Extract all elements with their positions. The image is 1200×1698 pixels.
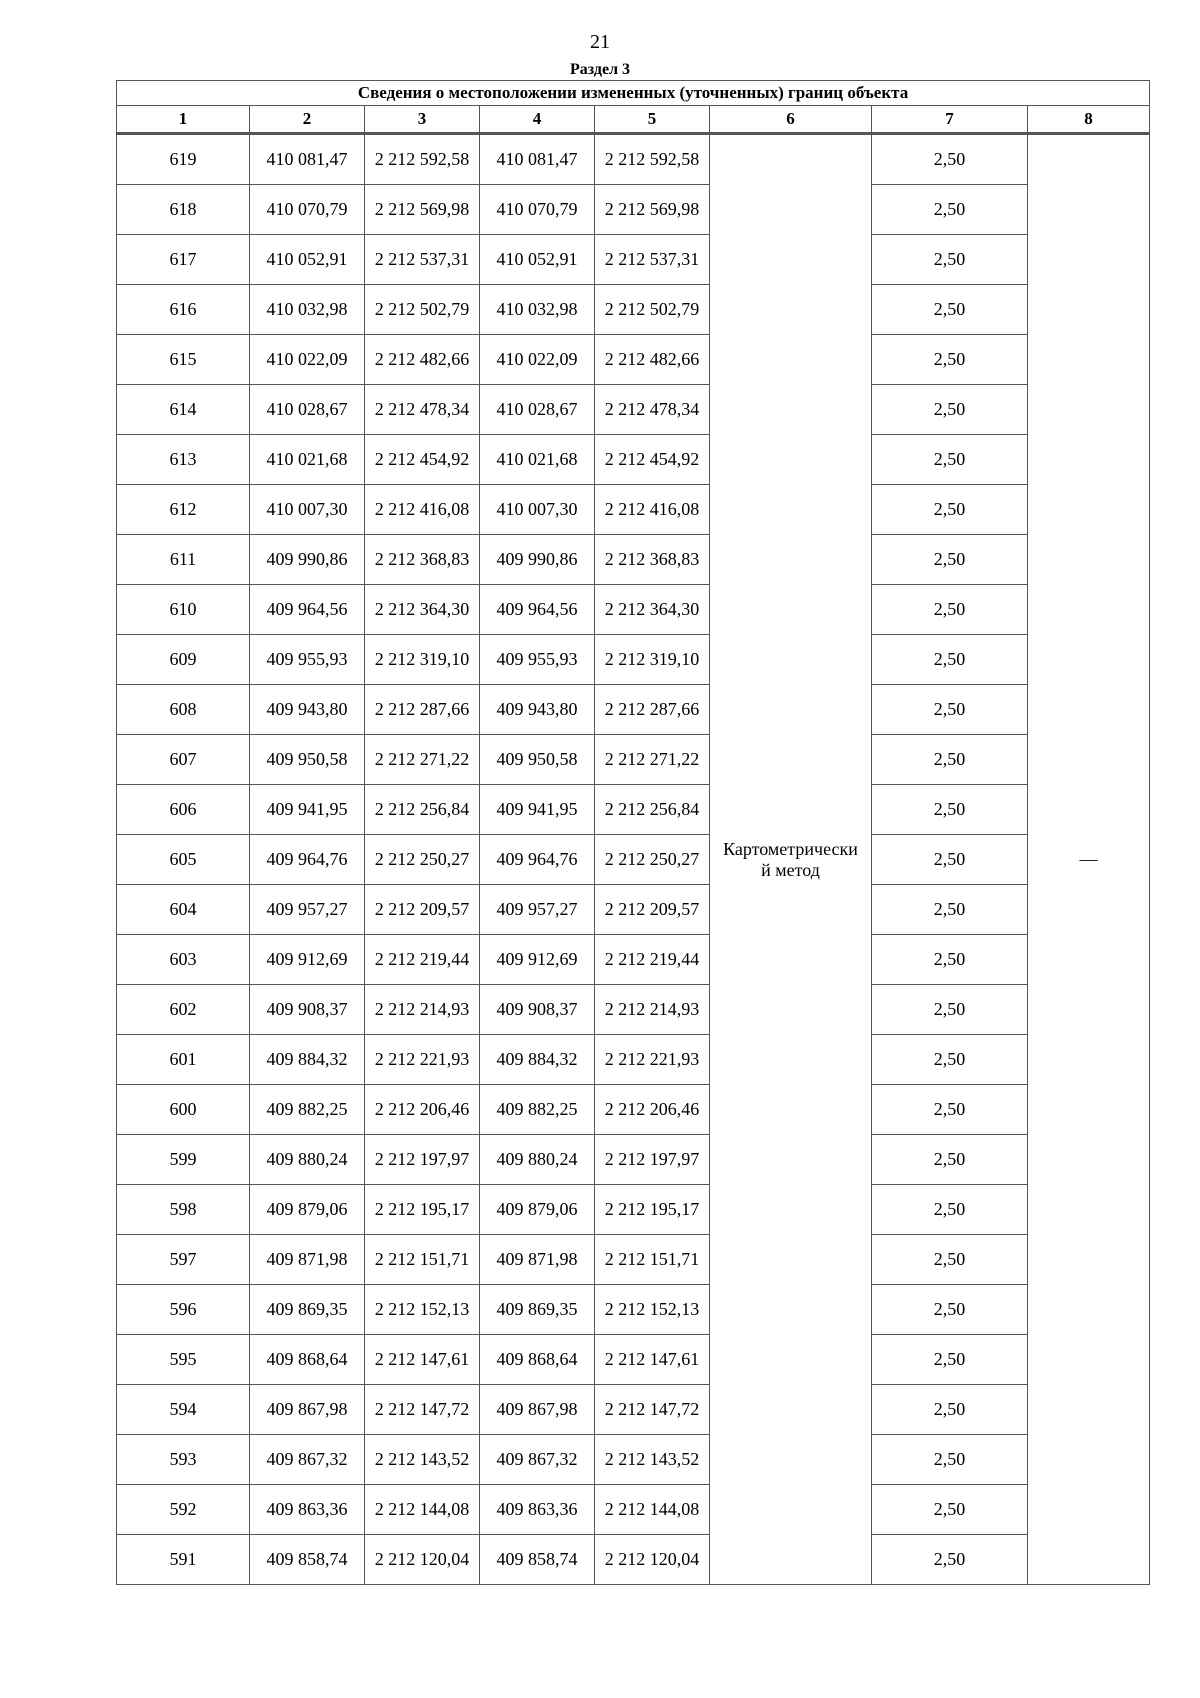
x-new-cell: 410 081,47 (480, 134, 595, 185)
column-header-5: 5 (595, 106, 710, 134)
accuracy-cell: 2,50 (872, 185, 1028, 235)
boundary-coordinates-table (116, 80, 1150, 1585)
y-new-cell: 2 212 144,08 (595, 1485, 710, 1535)
point-number-cell: 593 (117, 1435, 250, 1485)
table-row (117, 335, 1150, 385)
y-new-cell: 2 212 454,92 (595, 435, 710, 485)
x-old-cell: 409 908,37 (250, 985, 365, 1035)
table-row (117, 985, 1150, 1035)
y-new-cell: 2 212 214,93 (595, 985, 710, 1035)
y-new-cell: 2 212 537,31 (595, 235, 710, 285)
x-old-cell: 410 028,67 (250, 385, 365, 435)
y-new-cell: 2 212 502,79 (595, 285, 710, 335)
x-new-cell: 409 884,32 (480, 1035, 595, 1085)
accuracy-cell: 2,50 (872, 385, 1028, 435)
table-row (117, 1185, 1150, 1235)
table-caption: Сведения о местоположении измененных (уточненных) границ объекта (117, 81, 1150, 106)
x-old-cell: 409 912,69 (250, 935, 365, 985)
table-row (117, 285, 1150, 335)
y-new-cell: 2 212 147,61 (595, 1335, 710, 1385)
x-old-cell: 409 964,56 (250, 585, 365, 635)
x-old-cell: 410 022,09 (250, 335, 365, 385)
x-new-cell: 409 880,24 (480, 1135, 595, 1185)
accuracy-cell: 2,50 (872, 485, 1028, 535)
x-old-cell: 410 070,79 (250, 185, 365, 235)
table-row (117, 435, 1150, 485)
table-row (117, 134, 1150, 185)
x-new-cell: 409 858,74 (480, 1535, 595, 1585)
column-header-7: 7 (872, 106, 1028, 134)
y-old-cell: 2 212 478,34 (365, 385, 480, 435)
x-new-cell: 409 869,35 (480, 1285, 595, 1335)
point-number-cell: 612 (117, 485, 250, 535)
table-caption-row (117, 81, 1150, 106)
y-new-cell: 2 212 592,58 (595, 134, 710, 185)
y-old-cell: 2 212 454,92 (365, 435, 480, 485)
x-new-cell: 409 867,32 (480, 1435, 595, 1485)
x-old-cell: 410 007,30 (250, 485, 365, 535)
y-old-cell: 2 212 221,93 (365, 1035, 480, 1085)
y-old-cell: 2 212 271,22 (365, 735, 480, 785)
y-new-cell: 2 212 256,84 (595, 785, 710, 835)
accuracy-cell: 2,50 (872, 335, 1028, 385)
point-number-cell: 602 (117, 985, 250, 1035)
x-old-cell: 410 021,68 (250, 435, 365, 485)
x-new-cell: 410 032,98 (480, 285, 595, 335)
y-new-cell: 2 212 416,08 (595, 485, 710, 535)
x-old-cell: 409 871,98 (250, 1235, 365, 1285)
accuracy-cell: 2,50 (872, 285, 1028, 335)
x-new-cell: 410 052,91 (480, 235, 595, 285)
y-old-cell: 2 212 287,66 (365, 685, 480, 735)
y-old-cell: 2 212 152,13 (365, 1285, 480, 1335)
table-row (117, 1135, 1150, 1185)
point-number-cell: 615 (117, 335, 250, 385)
x-old-cell: 409 941,95 (250, 785, 365, 835)
y-old-cell: 2 212 147,72 (365, 1385, 480, 1435)
accuracy-cell: 2,50 (872, 935, 1028, 985)
point-number-cell: 607 (117, 735, 250, 785)
x-old-cell: 409 955,93 (250, 635, 365, 685)
point-number-cell: 618 (117, 185, 250, 235)
accuracy-cell: 2,50 (872, 535, 1028, 585)
x-new-cell: 409 908,37 (480, 985, 595, 1035)
y-old-cell: 2 212 219,44 (365, 935, 480, 985)
accuracy-cell: 2,50 (872, 685, 1028, 735)
column-8-cell: — (1028, 134, 1150, 1585)
table-row (117, 1035, 1150, 1085)
y-old-cell: 2 212 416,08 (365, 485, 480, 535)
y-old-cell: 2 212 364,30 (365, 585, 480, 635)
y-old-cell: 2 212 143,52 (365, 1435, 480, 1485)
table-row (117, 235, 1150, 285)
point-number-cell: 603 (117, 935, 250, 985)
accuracy-cell: 2,50 (872, 1335, 1028, 1385)
y-new-cell: 2 212 287,66 (595, 685, 710, 735)
x-new-cell: 409 964,56 (480, 585, 595, 635)
point-number-cell: 606 (117, 785, 250, 835)
table-row (117, 935, 1150, 985)
method-text-line-2: й метод (761, 859, 820, 880)
table-row (117, 635, 1150, 685)
y-new-cell: 2 212 143,52 (595, 1435, 710, 1485)
y-old-cell: 2 212 195,17 (365, 1185, 480, 1235)
y-new-cell: 2 212 364,30 (595, 585, 710, 635)
column-header-1: 1 (117, 106, 250, 134)
x-new-cell: 409 867,98 (480, 1385, 595, 1435)
y-old-cell: 2 212 319,10 (365, 635, 480, 685)
table-row (117, 785, 1150, 835)
x-new-cell: 409 879,06 (480, 1185, 595, 1235)
point-number-cell: 598 (117, 1185, 250, 1235)
table-row (117, 1285, 1150, 1335)
table-row (117, 885, 1150, 935)
y-new-cell: 2 212 206,46 (595, 1085, 710, 1135)
y-new-cell: 2 212 221,93 (595, 1035, 710, 1085)
x-old-cell: 409 943,80 (250, 685, 365, 735)
method-cell (710, 134, 872, 1585)
y-old-cell: 2 212 368,83 (365, 535, 480, 585)
table-row (117, 685, 1150, 735)
point-number-cell: 610 (117, 585, 250, 635)
table-row (117, 1435, 1150, 1485)
x-old-cell: 409 867,98 (250, 1385, 365, 1435)
y-new-cell: 2 212 478,34 (595, 385, 710, 435)
x-old-cell: 409 950,58 (250, 735, 365, 785)
x-new-cell: 409 941,95 (480, 785, 595, 835)
point-number-cell: 592 (117, 1485, 250, 1535)
accuracy-cell: 2,50 (872, 134, 1028, 185)
x-old-cell: 410 032,98 (250, 285, 365, 335)
y-new-cell: 2 212 209,57 (595, 885, 710, 935)
y-old-cell: 2 212 197,97 (365, 1135, 480, 1185)
table-row (117, 1235, 1150, 1285)
x-new-cell: 409 964,76 (480, 835, 595, 885)
point-number-cell: 609 (117, 635, 250, 685)
column-header-6: 6 (710, 106, 872, 134)
table-row (117, 185, 1150, 235)
table-row (117, 1385, 1150, 1435)
point-number-cell: 616 (117, 285, 250, 335)
y-old-cell: 2 212 482,66 (365, 335, 480, 385)
table-row (117, 1085, 1150, 1135)
y-old-cell: 2 212 206,46 (365, 1085, 480, 1135)
x-old-cell: 410 081,47 (250, 134, 365, 185)
x-new-cell: 410 021,68 (480, 435, 595, 485)
point-number-cell: 604 (117, 885, 250, 935)
y-new-cell: 2 212 569,98 (595, 185, 710, 235)
column-header-4: 4 (480, 106, 595, 134)
y-old-cell: 2 212 250,27 (365, 835, 480, 885)
x-old-cell: 409 964,76 (250, 835, 365, 885)
accuracy-cell: 2,50 (872, 1535, 1028, 1585)
y-new-cell: 2 212 147,72 (595, 1385, 710, 1435)
y-old-cell: 2 212 214,93 (365, 985, 480, 1035)
y-new-cell: 2 212 271,22 (595, 735, 710, 785)
point-number-cell: 597 (117, 1235, 250, 1285)
x-new-cell: 410 028,67 (480, 385, 595, 435)
y-old-cell: 2 212 569,98 (365, 185, 480, 235)
accuracy-cell: 2,50 (872, 785, 1028, 835)
accuracy-cell: 2,50 (872, 885, 1028, 935)
y-new-cell: 2 212 319,10 (595, 635, 710, 685)
column-header-8: 8 (1028, 106, 1150, 134)
x-new-cell: 409 912,69 (480, 935, 595, 985)
x-old-cell: 409 880,24 (250, 1135, 365, 1185)
point-number-cell: 611 (117, 535, 250, 585)
y-old-cell: 2 212 147,61 (365, 1335, 480, 1385)
accuracy-cell: 2,50 (872, 435, 1028, 485)
x-old-cell: 409 884,32 (250, 1035, 365, 1085)
page-number: 21 (590, 31, 610, 53)
table-row (117, 385, 1150, 435)
x-old-cell: 409 990,86 (250, 535, 365, 585)
accuracy-cell: 2,50 (872, 1035, 1028, 1085)
point-number-cell: 600 (117, 1085, 250, 1135)
table-row (117, 535, 1150, 585)
accuracy-cell: 2,50 (872, 1185, 1028, 1235)
y-old-cell: 2 212 120,04 (365, 1535, 480, 1585)
y-new-cell: 2 212 219,44 (595, 935, 710, 985)
x-new-cell: 409 871,98 (480, 1235, 595, 1285)
table-row (117, 1485, 1150, 1535)
x-old-cell: 409 869,35 (250, 1285, 365, 1335)
x-old-cell: 409 882,25 (250, 1085, 365, 1135)
table-row (117, 735, 1150, 785)
x-old-cell: 409 858,74 (250, 1535, 365, 1585)
accuracy-cell: 2,50 (872, 1135, 1028, 1185)
x-old-cell: 409 879,06 (250, 1185, 365, 1235)
point-number-cell: 619 (117, 134, 250, 185)
table-row (117, 485, 1150, 535)
y-old-cell: 2 212 592,58 (365, 134, 480, 185)
y-new-cell: 2 212 197,97 (595, 1135, 710, 1185)
y-old-cell: 2 212 502,79 (365, 285, 480, 335)
x-new-cell: 410 070,79 (480, 185, 595, 235)
y-new-cell: 2 212 120,04 (595, 1535, 710, 1585)
x-old-cell: 409 867,32 (250, 1435, 365, 1485)
point-number-cell: 614 (117, 385, 250, 435)
y-new-cell: 2 212 151,71 (595, 1235, 710, 1285)
x-old-cell: 409 957,27 (250, 885, 365, 935)
x-new-cell: 409 955,93 (480, 635, 595, 685)
point-number-cell: 601 (117, 1035, 250, 1085)
accuracy-cell: 2,50 (872, 635, 1028, 685)
x-new-cell: 409 882,25 (480, 1085, 595, 1135)
point-number-cell: 596 (117, 1285, 250, 1335)
point-number-cell: 591 (117, 1535, 250, 1585)
x-new-cell: 409 943,80 (480, 685, 595, 735)
x-new-cell: 410 022,09 (480, 335, 595, 385)
point-number-cell: 595 (117, 1335, 250, 1385)
point-number-cell: 599 (117, 1135, 250, 1185)
method-text-line-1: Картометрически (723, 838, 858, 859)
y-new-cell: 2 212 482,66 (595, 335, 710, 385)
accuracy-cell: 2,50 (872, 735, 1028, 785)
x-old-cell: 409 863,36 (250, 1485, 365, 1535)
y-new-cell: 2 212 368,83 (595, 535, 710, 585)
y-old-cell: 2 212 537,31 (365, 235, 480, 285)
table-row (117, 1335, 1150, 1385)
y-new-cell: 2 212 195,17 (595, 1185, 710, 1235)
accuracy-cell: 2,50 (872, 1435, 1028, 1485)
point-number-cell: 608 (117, 685, 250, 735)
table-row (117, 835, 1150, 885)
accuracy-cell: 2,50 (872, 1385, 1028, 1435)
x-new-cell: 409 950,58 (480, 735, 595, 785)
column-number-row (117, 106, 1150, 134)
section-title: Раздел 3 (569, 61, 631, 78)
accuracy-cell: 2,50 (872, 985, 1028, 1035)
accuracy-cell: 2,50 (872, 835, 1028, 885)
y-old-cell: 2 212 256,84 (365, 785, 480, 835)
point-number-cell: 594 (117, 1385, 250, 1435)
table-row (117, 585, 1150, 635)
x-new-cell: 409 868,64 (480, 1335, 595, 1385)
y-old-cell: 2 212 209,57 (365, 885, 480, 935)
accuracy-cell: 2,50 (872, 1235, 1028, 1285)
y-old-cell: 2 212 144,08 (365, 1485, 480, 1535)
point-number-cell: 617 (117, 235, 250, 285)
column-header-2: 2 (250, 106, 365, 134)
x-new-cell: 409 957,27 (480, 885, 595, 935)
accuracy-cell: 2,50 (872, 235, 1028, 285)
table-row (117, 1535, 1150, 1585)
column-header-3: 3 (365, 106, 480, 134)
accuracy-cell: 2,50 (872, 1085, 1028, 1135)
x-new-cell: 409 863,36 (480, 1485, 595, 1535)
x-new-cell: 409 990,86 (480, 535, 595, 585)
accuracy-cell: 2,50 (872, 585, 1028, 635)
y-new-cell: 2 212 152,13 (595, 1285, 710, 1335)
point-number-cell: 605 (117, 835, 250, 885)
point-number-cell: 613 (117, 435, 250, 485)
accuracy-cell: 2,50 (872, 1485, 1028, 1535)
x-new-cell: 410 007,30 (480, 485, 595, 535)
x-old-cell: 410 052,91 (250, 235, 365, 285)
x-old-cell: 409 868,64 (250, 1335, 365, 1385)
y-old-cell: 2 212 151,71 (365, 1235, 480, 1285)
accuracy-cell: 2,50 (872, 1285, 1028, 1335)
y-new-cell: 2 212 250,27 (595, 835, 710, 885)
